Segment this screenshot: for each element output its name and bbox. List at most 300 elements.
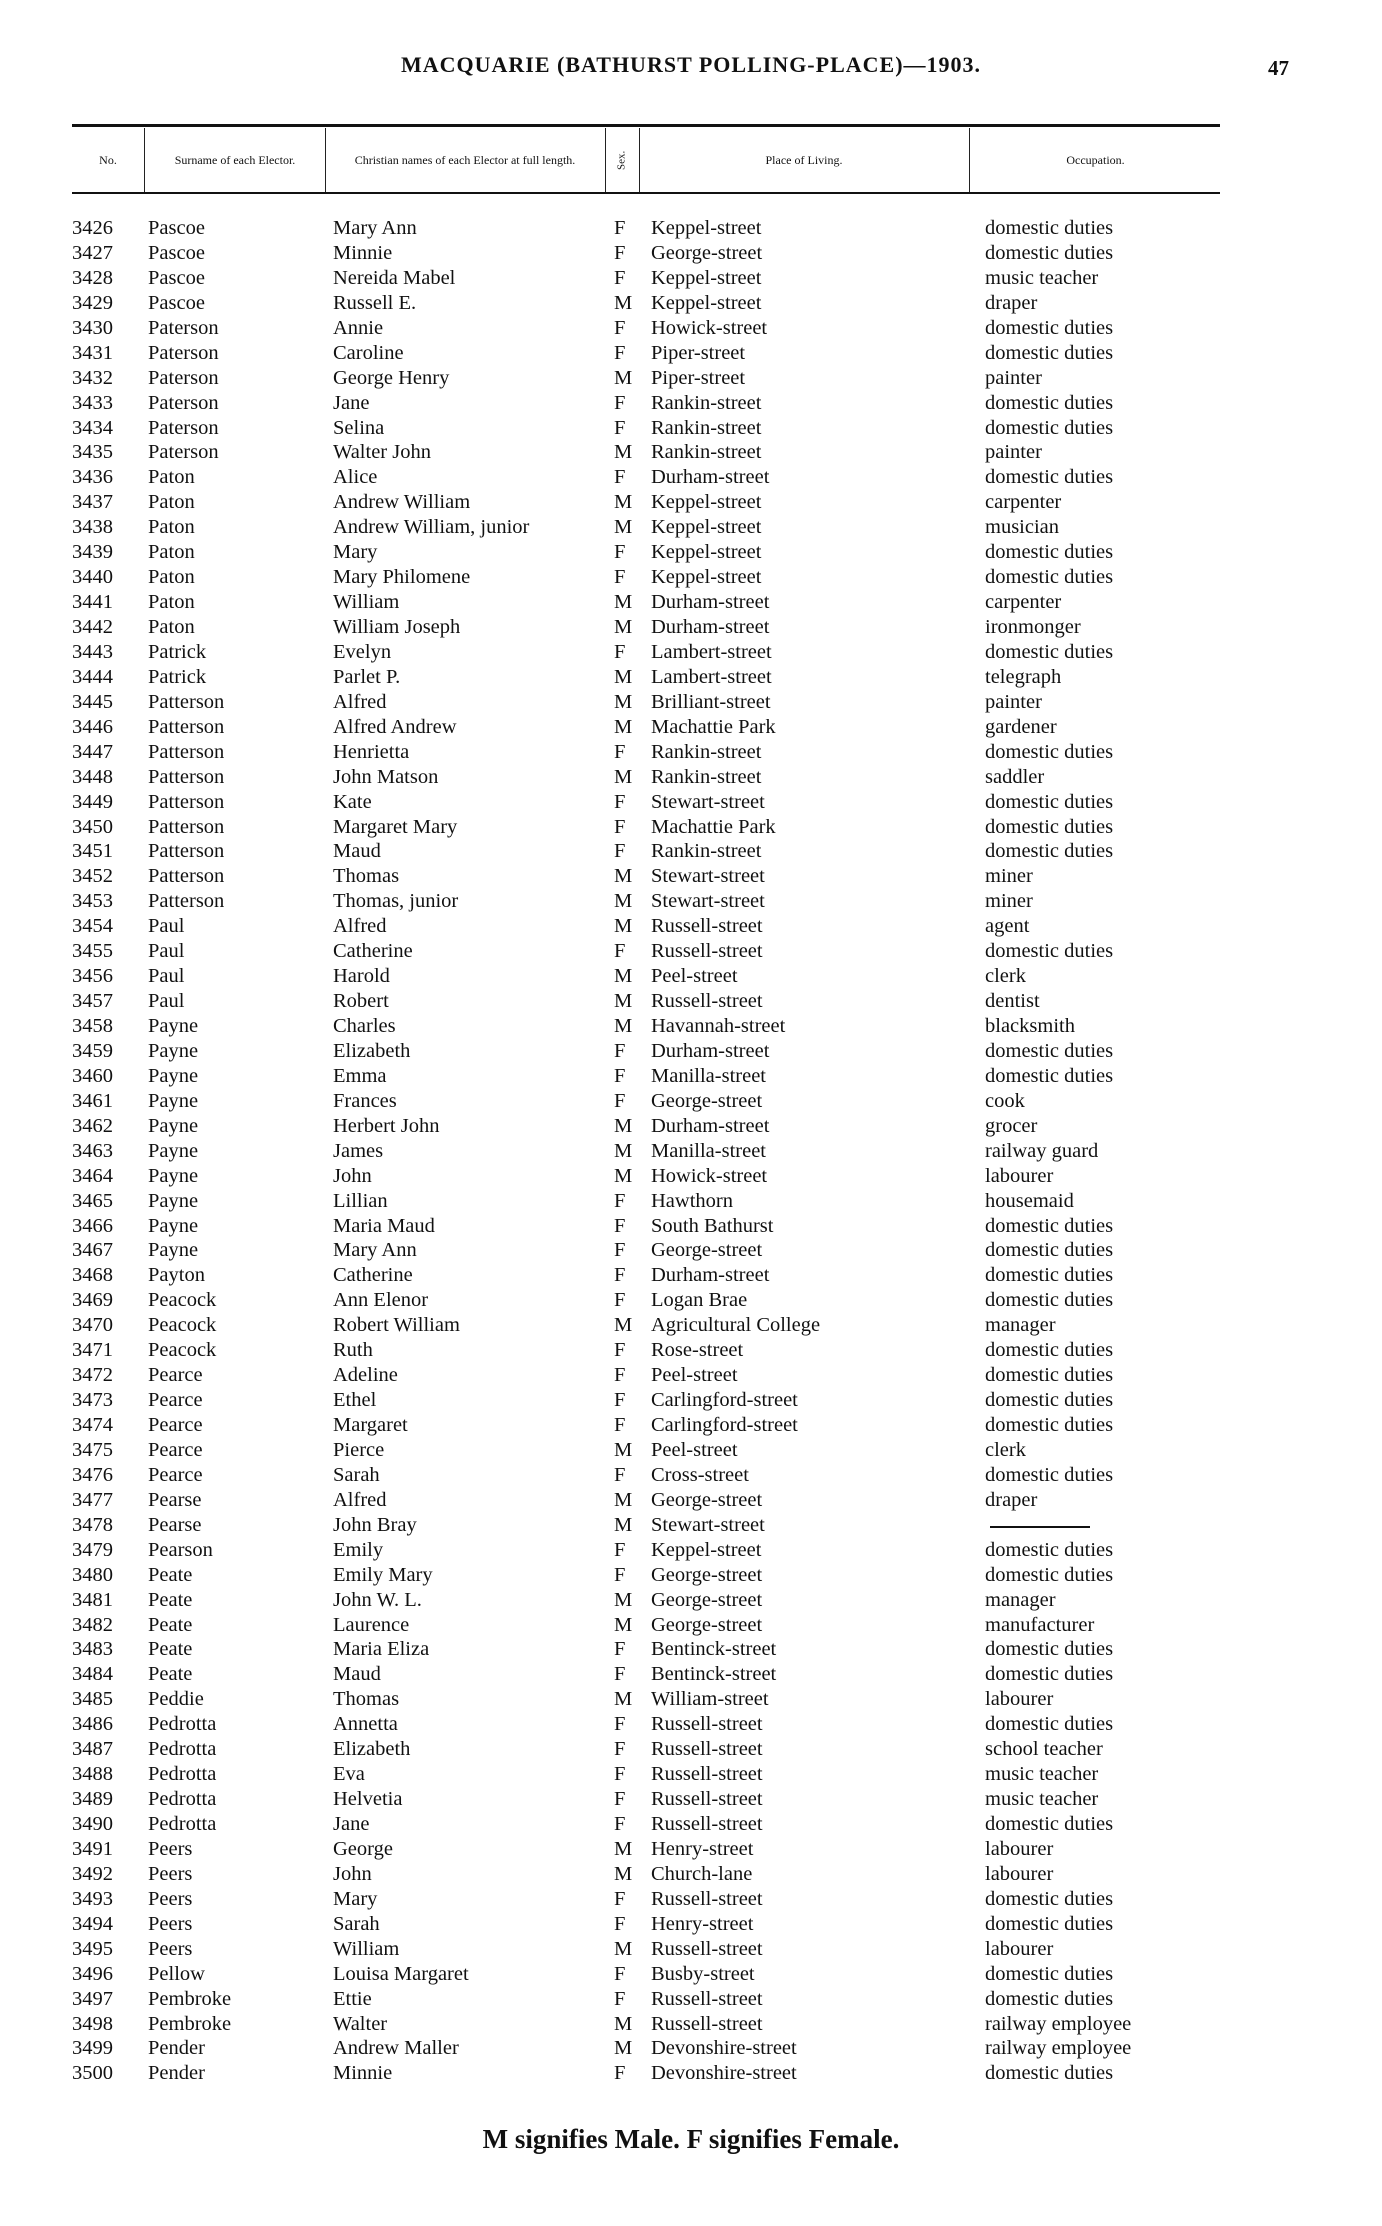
elector-christian-names: Thomas, junior: [333, 890, 459, 913]
elector-surname: Patterson: [148, 715, 225, 738]
elector-surname: Paul: [148, 990, 185, 1013]
elector-christian-names: Annie: [333, 316, 384, 339]
elector-surname: Peate: [148, 1638, 193, 1661]
elector-surname: Paterson: [148, 391, 219, 414]
elector-surname: Paton: [148, 491, 195, 514]
elector-sex: F: [614, 1463, 626, 1486]
elector-sex: F: [614, 1638, 626, 1661]
elector-place-of-living: Bentinck-street: [651, 1663, 777, 1686]
elector-surname: Patterson: [148, 740, 225, 763]
elector-surname: Paul: [148, 915, 185, 938]
elector-row: [0, 1238, 1382, 1263]
elector-row: [0, 1139, 1382, 1164]
elector-row: [0, 715, 1382, 740]
elector-number: 3461: [72, 1089, 113, 1112]
elector-sex: F: [614, 1389, 626, 1412]
elector-christian-names: Andrew William: [333, 491, 471, 514]
elector-number: 3472: [72, 1364, 113, 1387]
elector-christian-names: Alfred Andrew: [333, 715, 457, 738]
elector-number: 3491: [72, 1837, 113, 1860]
elector-occupation: carpenter: [985, 491, 1062, 514]
elector-place-of-living: Rankin-street: [651, 441, 762, 464]
elector-sex: M: [614, 1438, 633, 1461]
elector-occupation: domestic duties: [985, 1039, 1114, 1062]
elector-sex: F: [614, 1713, 626, 1736]
elector-row: [0, 540, 1382, 565]
elector-place-of-living: Carlingford-street: [651, 1389, 798, 1412]
elector-row: [0, 615, 1382, 640]
elector-sex: F: [614, 940, 626, 963]
elector-place-of-living: Keppel-street: [651, 566, 762, 589]
elector-occupation: domestic duties: [985, 1214, 1114, 1237]
elector-sex: M: [614, 291, 633, 314]
elector-number: 3483: [72, 1638, 113, 1661]
elector-place-of-living: Russell-street: [651, 1738, 763, 1761]
elector-sex: F: [614, 815, 626, 838]
elector-surname: Peers: [148, 1862, 193, 1885]
elector-occupation: miner: [985, 890, 1033, 913]
elector-surname: Paul: [148, 965, 185, 988]
elector-row: [0, 1962, 1382, 1987]
elector-row: [0, 1937, 1382, 1962]
elector-number: 3449: [72, 790, 113, 813]
elector-occupation: painter: [985, 366, 1042, 389]
elector-row: [0, 665, 1382, 690]
elector-occupation: domestic duties: [985, 740, 1114, 763]
elector-number: 3441: [72, 591, 113, 614]
elector-row: [0, 515, 1382, 540]
elector-row: [0, 366, 1382, 391]
elector-occupation: railway employee: [985, 2012, 1132, 2035]
elector-christian-names: Catherine: [333, 1264, 413, 1287]
column-header-surname: Surname of each Elector.: [174, 152, 296, 167]
elector-christian-names: Walter: [333, 2012, 388, 2035]
elector-row: [0, 416, 1382, 441]
elector-number: 3470: [72, 1314, 113, 1337]
elector-surname: Patrick: [148, 640, 207, 663]
elector-christian-names: Minnie: [333, 2062, 393, 2085]
elector-number: 3492: [72, 1862, 113, 1885]
elector-christian-names: John W. L.: [333, 1588, 422, 1611]
elector-occupation: labourer: [985, 1937, 1054, 1960]
elector-place-of-living: Howick-street: [651, 1164, 768, 1187]
elector-number: 3495: [72, 1937, 113, 1960]
elector-surname: Pearse: [148, 1488, 202, 1511]
elector-christian-names: Elizabeth: [333, 1738, 411, 1761]
elector-surname: Pedrotta: [148, 1813, 217, 1835]
elector-number: 3493: [72, 1887, 113, 1910]
occupation-blank-dash: [990, 1526, 1090, 1528]
elector-occupation: draper: [985, 291, 1038, 314]
elector-surname: Payne: [148, 1214, 199, 1237]
elector-row: [0, 1438, 1382, 1463]
elector-surname: Pender: [148, 2037, 205, 2060]
elector-place-of-living: Durham-street: [651, 466, 770, 489]
elector-occupation: music teacher: [985, 1763, 1099, 1786]
elector-occupation: domestic duties: [985, 1389, 1114, 1412]
elector-place-of-living: Russell-street: [651, 2012, 763, 2035]
elector-surname: Payne: [148, 1039, 199, 1062]
elector-place-of-living: Stewart-street: [651, 890, 765, 913]
elector-surname: Peers: [148, 1937, 193, 1960]
elector-christian-names: Maria Maud: [333, 1214, 435, 1237]
elector-row: [0, 1987, 1382, 2012]
elector-occupation: painter: [985, 441, 1042, 464]
elector-sex: F: [614, 391, 626, 414]
elector-occupation: manufacturer: [985, 1613, 1095, 1636]
elector-number: 3459: [72, 1039, 113, 1062]
elector-christian-names: Harold: [333, 965, 390, 988]
elector-sex: F: [614, 1064, 626, 1087]
elector-occupation: domestic duties: [985, 1663, 1114, 1686]
elector-surname: Patterson: [148, 815, 225, 838]
elector-surname: Paterson: [148, 441, 219, 464]
header-rule-bottom: [72, 192, 1220, 194]
elector-sex: M: [614, 591, 633, 614]
elector-place-of-living: Russell-street: [651, 1713, 763, 1736]
elector-place-of-living: Rose-street: [651, 1339, 744, 1362]
elector-christian-names: Ettie: [333, 1987, 372, 2010]
elector-number: 3481: [72, 1588, 113, 1611]
elector-place-of-living: Stewart-street: [651, 1513, 765, 1536]
elector-christian-names: Thomas: [333, 1688, 400, 1711]
elector-surname: Paul: [148, 940, 185, 963]
elector-occupation: domestic duties: [985, 1538, 1114, 1561]
elector-christian-names: Emily Mary: [333, 1563, 433, 1586]
elector-place-of-living: South Bathurst: [651, 1214, 774, 1237]
elector-place-of-living: Machattie Park: [651, 815, 776, 838]
elector-sex: F: [614, 640, 626, 663]
elector-row: [0, 216, 1382, 241]
elector-row: [0, 1089, 1382, 1114]
elector-occupation: clerk: [985, 1438, 1026, 1461]
elector-number: 3474: [72, 1414, 113, 1436]
elector-surname: Pearce: [148, 1438, 203, 1461]
elector-row: [0, 1787, 1382, 1812]
elector-christian-names: Charles: [333, 1015, 396, 1037]
elector-row: [0, 1837, 1382, 1862]
elector-occupation: domestic duties: [985, 541, 1114, 564]
elector-sex: M: [614, 491, 633, 514]
elector-christian-names: Jane: [333, 391, 370, 414]
elector-surname: Payne: [148, 1164, 199, 1187]
elector-occupation: miner: [985, 865, 1033, 888]
elector-christian-names: Adeline: [333, 1364, 398, 1387]
elector-number: 3434: [72, 416, 113, 439]
elector-number: 3442: [72, 616, 113, 638]
elector-christian-names: Emma: [333, 1064, 387, 1087]
elector-place-of-living: George-street: [651, 1563, 763, 1586]
elector-sex: M: [614, 915, 633, 938]
elector-surname: Paton: [148, 591, 195, 614]
elector-sex: M: [614, 865, 633, 888]
elector-occupation: carpenter: [985, 591, 1062, 614]
elector-surname: Payne: [148, 1089, 199, 1112]
elector-sex: M: [614, 2037, 633, 2060]
elector-number: 3458: [72, 1015, 113, 1037]
elector-number: 3469: [72, 1289, 113, 1312]
elector-row: [0, 815, 1382, 840]
elector-surname: Pedrotta: [148, 1738, 217, 1761]
elector-place-of-living: Russell-street: [651, 940, 763, 963]
elector-number: 3479: [72, 1538, 113, 1561]
elector-surname: Patterson: [148, 890, 225, 913]
elector-number: 3427: [72, 241, 113, 264]
elector-row: [0, 266, 1382, 291]
elector-sex: F: [614, 1663, 626, 1686]
elector-place-of-living: Devonshire-street: [651, 2062, 797, 2085]
elector-christian-names: John Bray: [333, 1513, 417, 1536]
elector-christian-names: Herbert John: [333, 1114, 440, 1137]
elector-occupation: railway guard: [985, 1139, 1099, 1162]
elector-christian-names: William: [333, 1937, 400, 1960]
elector-row: [0, 1363, 1382, 1388]
elector-number: 3446: [72, 715, 113, 738]
elector-row: [0, 1164, 1382, 1189]
elector-row: [0, 690, 1382, 715]
column-header-christian: Christian names of each Elector at full length.: [354, 152, 576, 167]
elector-number: 3452: [72, 865, 113, 888]
elector-surname: Peate: [148, 1663, 193, 1686]
elector-place-of-living: Stewart-street: [651, 790, 765, 813]
elector-number: 3466: [72, 1214, 113, 1237]
elector-place-of-living: Keppel-street: [651, 491, 762, 514]
elector-sex: M: [614, 665, 633, 688]
elector-surname: Paton: [148, 566, 195, 589]
elector-number: 3464: [72, 1164, 113, 1187]
elector-surname: Pedrotta: [148, 1763, 217, 1786]
elector-row: [0, 1862, 1382, 1887]
elector-christian-names: Mary: [333, 1887, 378, 1910]
elector-christian-names: Ethel: [333, 1389, 377, 1412]
elector-christian-names: Mary Ann: [333, 1239, 417, 1262]
elector-number: 3438: [72, 516, 113, 539]
elector-sex: F: [614, 1887, 626, 1910]
elector-occupation: housemaid: [985, 1189, 1074, 1212]
page-number: 47: [1268, 56, 1289, 80]
elector-occupation: railway employee: [985, 2037, 1132, 2060]
elector-number: 3467: [72, 1239, 113, 1262]
elector-row: [0, 1288, 1382, 1313]
elector-place-of-living: George-street: [651, 1613, 763, 1636]
elector-sex: M: [614, 1513, 633, 1536]
elector-row: [0, 1214, 1382, 1239]
elector-place-of-living: Rankin-street: [651, 391, 762, 414]
elector-sex: F: [614, 541, 626, 564]
elector-row: [0, 790, 1382, 815]
elector-row: [0, 914, 1382, 939]
elector-row: [0, 1338, 1382, 1363]
elector-surname: Peate: [148, 1588, 193, 1611]
elector-row: [0, 640, 1382, 665]
elector-row: [0, 590, 1382, 615]
elector-row: [0, 989, 1382, 1014]
elector-christian-names: Helvetia: [333, 1788, 403, 1811]
elector-surname: Payne: [148, 1139, 199, 1162]
elector-christian-names: Parlet P.: [333, 665, 401, 688]
elector-row: [0, 964, 1382, 989]
elector-row: [0, 1687, 1382, 1712]
elector-surname: Patterson: [148, 865, 225, 888]
elector-sex: M: [614, 1588, 633, 1611]
elector-place-of-living: Keppel-street: [651, 217, 762, 239]
elector-surname: Patterson: [148, 790, 225, 813]
elector-place-of-living: Busby-street: [651, 1962, 755, 1985]
elector-occupation: grocer: [985, 1114, 1038, 1137]
elector-christian-names: Mary Ann: [333, 217, 417, 239]
elector-number: 3486: [72, 1713, 113, 1736]
header-rule-top: [72, 124, 1220, 127]
elector-christian-names: Kate: [333, 790, 372, 813]
elector-surname: Payne: [148, 1114, 199, 1137]
elector-surname: Peacock: [148, 1339, 217, 1362]
column-header-occupation: Occupation.: [1066, 152, 1125, 167]
elector-christian-names: Alfred: [333, 1488, 387, 1511]
elector-sex: M: [614, 965, 633, 988]
elector-place-of-living: Keppel-street: [651, 516, 762, 539]
elector-place-of-living: Howick-street: [651, 316, 768, 339]
elector-place-of-living: Durham-street: [651, 1039, 770, 1062]
elector-place-of-living: Peel-street: [651, 965, 738, 988]
elector-surname: Peacock: [148, 1289, 217, 1312]
elector-surname: Paton: [148, 616, 195, 638]
elector-place-of-living: Durham-street: [651, 591, 770, 614]
elector-place-of-living: Russell-street: [651, 1788, 763, 1811]
elector-christian-names: Maud: [333, 840, 381, 863]
elector-surname: Paterson: [148, 416, 219, 439]
elector-place-of-living: Durham-street: [651, 1114, 770, 1137]
elector-occupation: labourer: [985, 1688, 1054, 1711]
elector-christian-names: Sarah: [333, 1912, 380, 1935]
elector-sex: M: [614, 516, 633, 539]
elector-occupation: domestic duties: [985, 391, 1114, 414]
elector-christian-names: Walter John: [333, 441, 431, 464]
elector-place-of-living: Durham-street: [651, 616, 770, 638]
elector-place-of-living: George-street: [651, 1488, 763, 1511]
elector-sex: M: [614, 616, 633, 638]
elector-christian-names: Selina: [333, 416, 385, 439]
elector-christian-names: Andrew Maller: [333, 2037, 459, 2060]
elector-sex: M: [614, 1015, 633, 1037]
elector-christian-names: Alfred: [333, 690, 387, 713]
elector-occupation: domestic duties: [985, 940, 1114, 963]
elector-occupation: labourer: [985, 1164, 1054, 1187]
elector-sex: F: [614, 341, 626, 364]
elector-christian-names: James: [333, 1139, 384, 1162]
elector-surname: Patterson: [148, 690, 225, 713]
column-divider: [325, 128, 326, 192]
elector-place-of-living: Havannah-street: [651, 1015, 786, 1037]
elector-place-of-living: Henry-street: [651, 1912, 754, 1935]
elector-occupation: agent: [985, 915, 1030, 938]
elector-place-of-living: Manilla-street: [651, 1139, 766, 1162]
elector-place-of-living: Keppel-street: [651, 541, 762, 564]
elector-occupation: domestic duties: [985, 840, 1114, 863]
elector-surname: Pearce: [148, 1463, 203, 1486]
elector-christian-names: Evelyn: [333, 640, 392, 663]
elector-row: [0, 1737, 1382, 1762]
elector-surname: Pearce: [148, 1389, 203, 1412]
elector-surname: Paterson: [148, 316, 219, 339]
elector-sex: M: [614, 765, 633, 788]
elector-sex: M: [614, 441, 633, 464]
elector-sex: F: [614, 1089, 626, 1112]
elector-sex: F: [614, 466, 626, 489]
elector-row: [0, 939, 1382, 964]
elector-place-of-living: Keppel-street: [651, 266, 762, 289]
elector-surname: Payne: [148, 1015, 199, 1037]
elector-occupation: clerk: [985, 965, 1026, 988]
elector-occupation: painter: [985, 690, 1042, 713]
elector-christian-names: Louisa Margaret: [333, 1962, 469, 1985]
elector-christian-names: Pierce: [333, 1438, 385, 1461]
elector-sex: F: [614, 1788, 626, 1811]
elector-occupation: domestic duties: [985, 790, 1114, 813]
elector-place-of-living: Peel-street: [651, 1364, 738, 1387]
column-divider: [639, 128, 640, 192]
elector-sex: F: [614, 1763, 626, 1786]
elector-surname: Paton: [148, 466, 195, 489]
elector-place-of-living: George-street: [651, 1089, 763, 1112]
elector-christian-names: Caroline: [333, 341, 404, 364]
elector-surname: Patterson: [148, 765, 225, 788]
elector-surname: Pearson: [148, 1538, 213, 1561]
elector-occupation: manager: [985, 1314, 1056, 1337]
elector-occupation: domestic duties: [985, 1463, 1114, 1486]
elector-christian-names: Elizabeth: [333, 1039, 411, 1062]
elector-occupation: domestic duties: [985, 1962, 1114, 1985]
elector-row: [0, 1388, 1382, 1413]
elector-surname: Paterson: [148, 341, 219, 364]
elector-occupation: domestic duties: [985, 1887, 1114, 1910]
elector-place-of-living: Machattie Park: [651, 715, 776, 738]
elector-row: [0, 1513, 1382, 1538]
elector-occupation: domestic duties: [985, 1339, 1114, 1362]
elector-sex: F: [614, 790, 626, 813]
elector-number: 3456: [72, 965, 113, 988]
elector-christian-names: Thomas: [333, 865, 400, 888]
elector-row: [0, 341, 1382, 366]
column-divider: [144, 128, 145, 192]
elector-occupation: domestic duties: [985, 1813, 1114, 1835]
elector-row: [0, 1588, 1382, 1613]
elector-occupation: domestic duties: [985, 466, 1114, 489]
elector-occupation: domestic duties: [985, 1713, 1114, 1736]
elector-christian-names: Alfred: [333, 915, 387, 938]
elector-surname: Peate: [148, 1563, 193, 1586]
elector-occupation: music teacher: [985, 1788, 1099, 1811]
elector-christian-names: Jane: [333, 1813, 370, 1835]
elector-number: 3465: [72, 1189, 113, 1212]
elector-sex: F: [614, 316, 626, 339]
elector-place-of-living: Stewart-street: [651, 865, 765, 888]
elector-row: [0, 1313, 1382, 1338]
elector-christian-names: Maria Eliza: [333, 1638, 430, 1661]
elector-occupation: dentist: [985, 990, 1040, 1013]
elector-surname: Peers: [148, 1837, 193, 1860]
elector-occupation: domestic duties: [985, 815, 1114, 838]
elector-row: [0, 1413, 1382, 1438]
elector-row: [0, 1637, 1382, 1662]
elector-christian-names: Ruth: [333, 1339, 373, 1362]
elector-christian-names: Ann Elenor: [333, 1289, 429, 1312]
elector-row: [0, 1488, 1382, 1513]
elector-surname: Pedrotta: [148, 1713, 217, 1736]
elector-row: [0, 2012, 1382, 2037]
elector-place-of-living: Devonshire-street: [651, 2037, 797, 2060]
elector-sex: F: [614, 1962, 626, 1985]
elector-christian-names: Margaret: [333, 1414, 408, 1436]
